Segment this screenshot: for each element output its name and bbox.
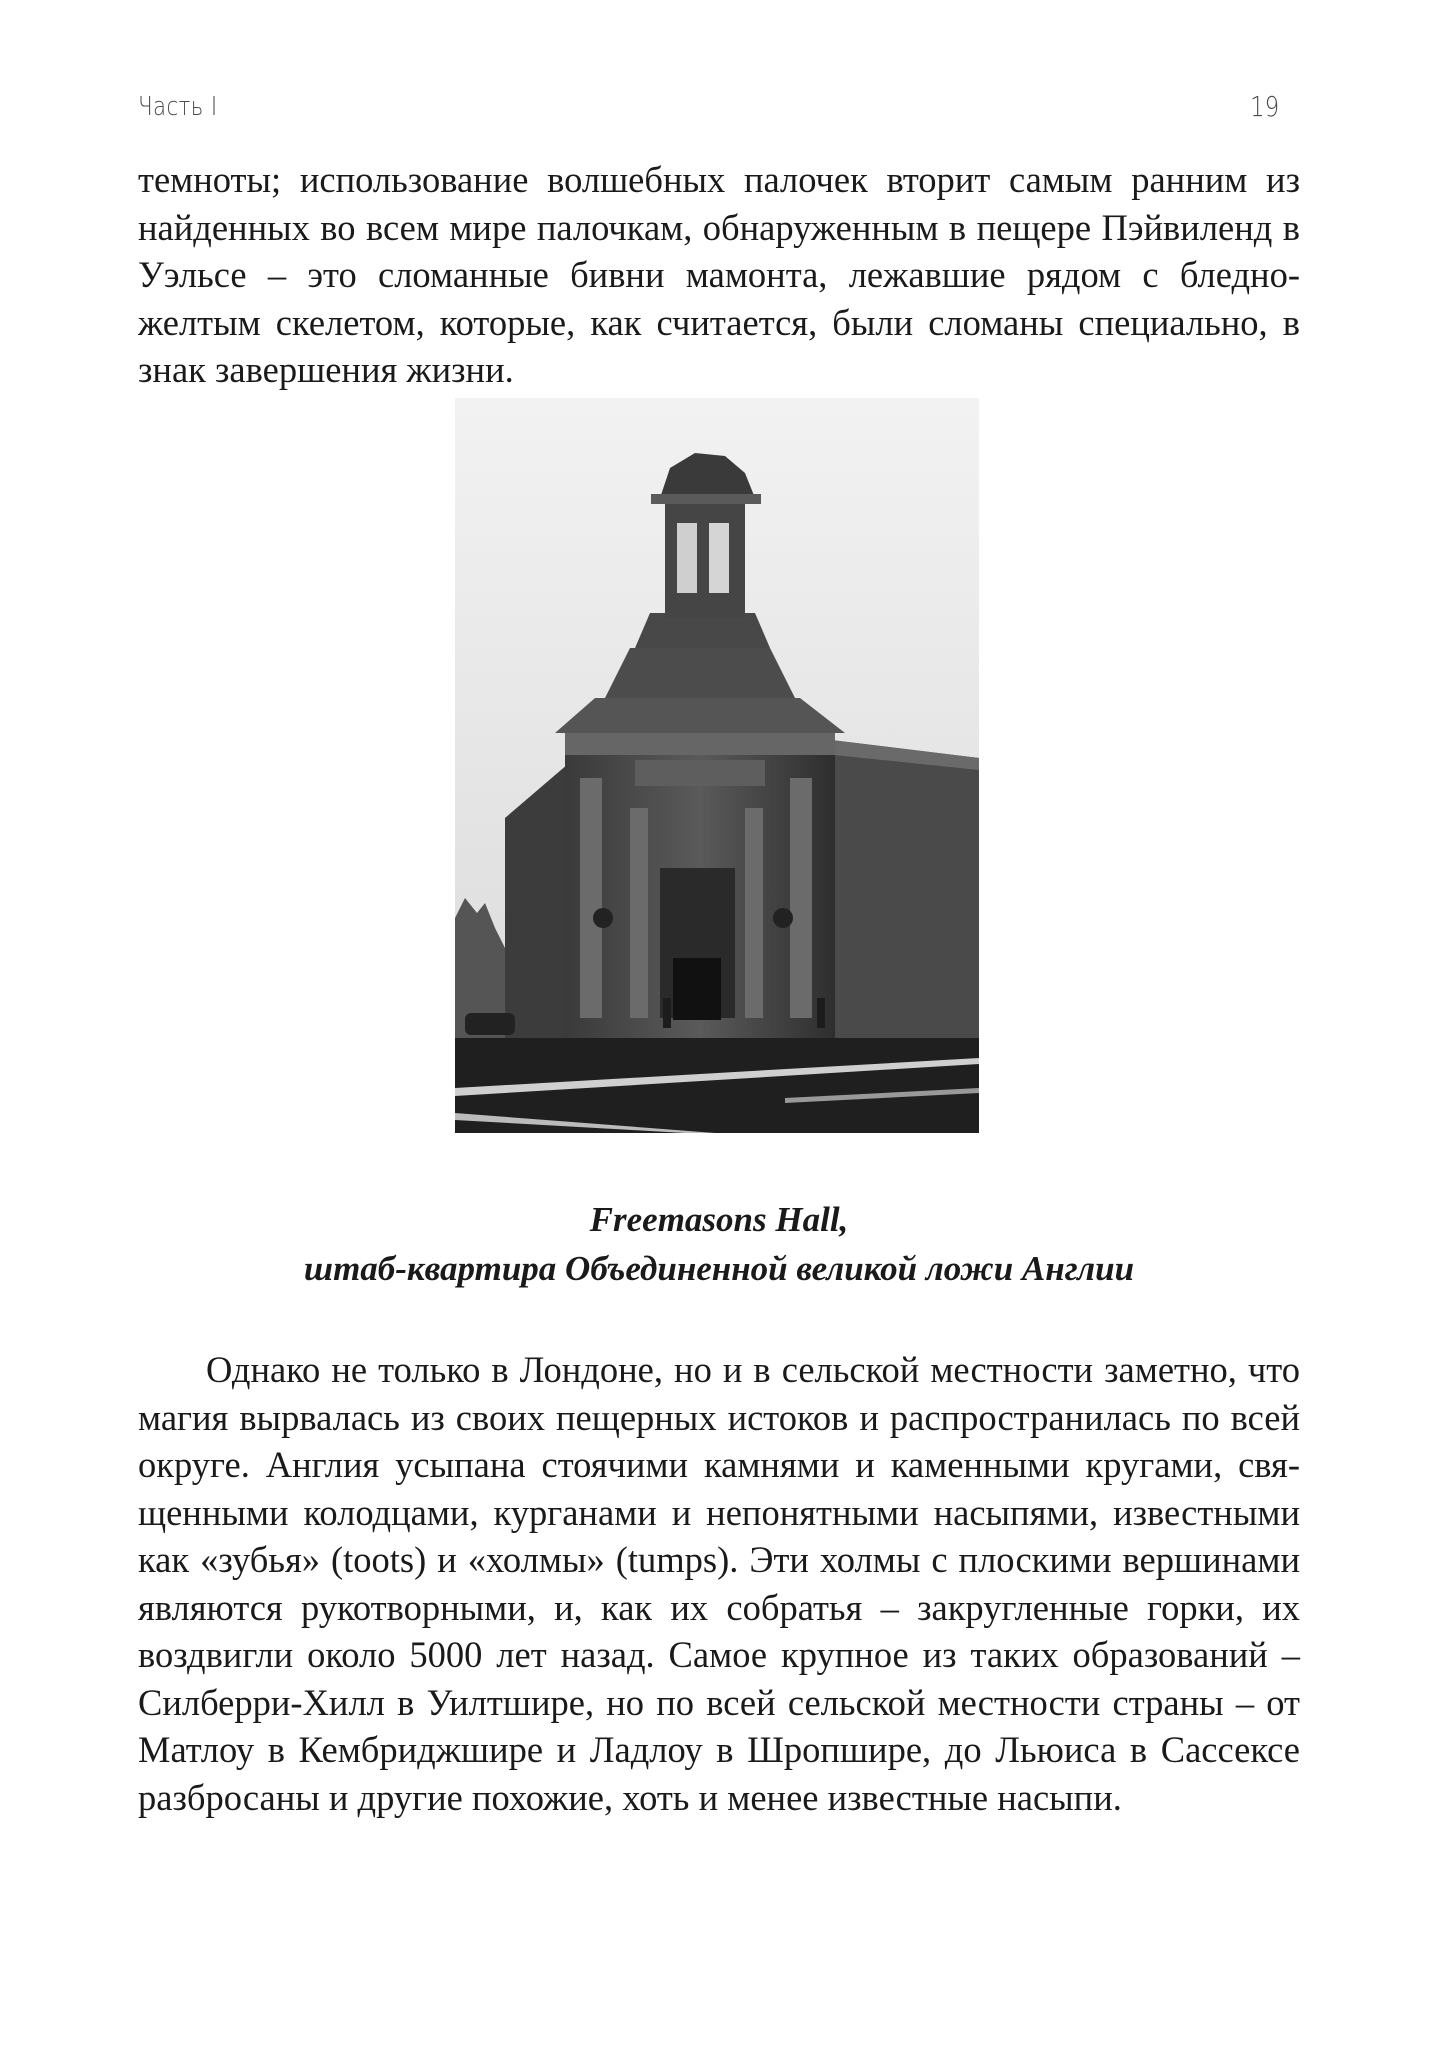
- freemasons-hall-photo: [455, 398, 979, 1133]
- figure-caption: [138, 1195, 1300, 1293]
- running-header-section: Часть I: [138, 92, 218, 122]
- page-number: 19: [1250, 90, 1280, 123]
- caption-line-1: Freemasons Hall,: [589, 1200, 849, 1239]
- body-paragraph-2: Однако не только в Лондоне, но и в сельской местности заметно, что магия вырвалась из своих пещерных истоков и распространилась по всей округе. Англия усыпана стоячими камнями и каменными кругами, священными колодцами, курганами и непонятными насыпями, известными как «зубья» (toots) и «холмы» (tumps). Эти холмы с плоскими вершинами являются рукотворными, и, как их собратья – закругленные горки, их воздвигли около 5000 лет назад. Самое крупное из таких образований – Силберри-Хилл в Уилтшире, но по всей сельской местности страны – от Матлоу в Кембриджшире и Ладлоу в Шропшире, до Льюиса в Сассексе разбросаны и другие похожие, хоть и менее известные насыпи.: [138, 1349, 1300, 1818]
- body-paragraph-1: темноты; использование волшебных палочек вторит самым ранним из найденных во всем мире палочкам, обнаруженным в пещере Пэйвиленд в Уэльсе – это сломанные бивни мамонта, лежавшие рядом с бледно-желтым скелетом, которые, как считается, были сломаны специально, в знак завершения жизни.: [138, 159, 1300, 390]
- caption-line-2: штаб-квартира Объединенной великой ложи Англии: [303, 1249, 1135, 1288]
